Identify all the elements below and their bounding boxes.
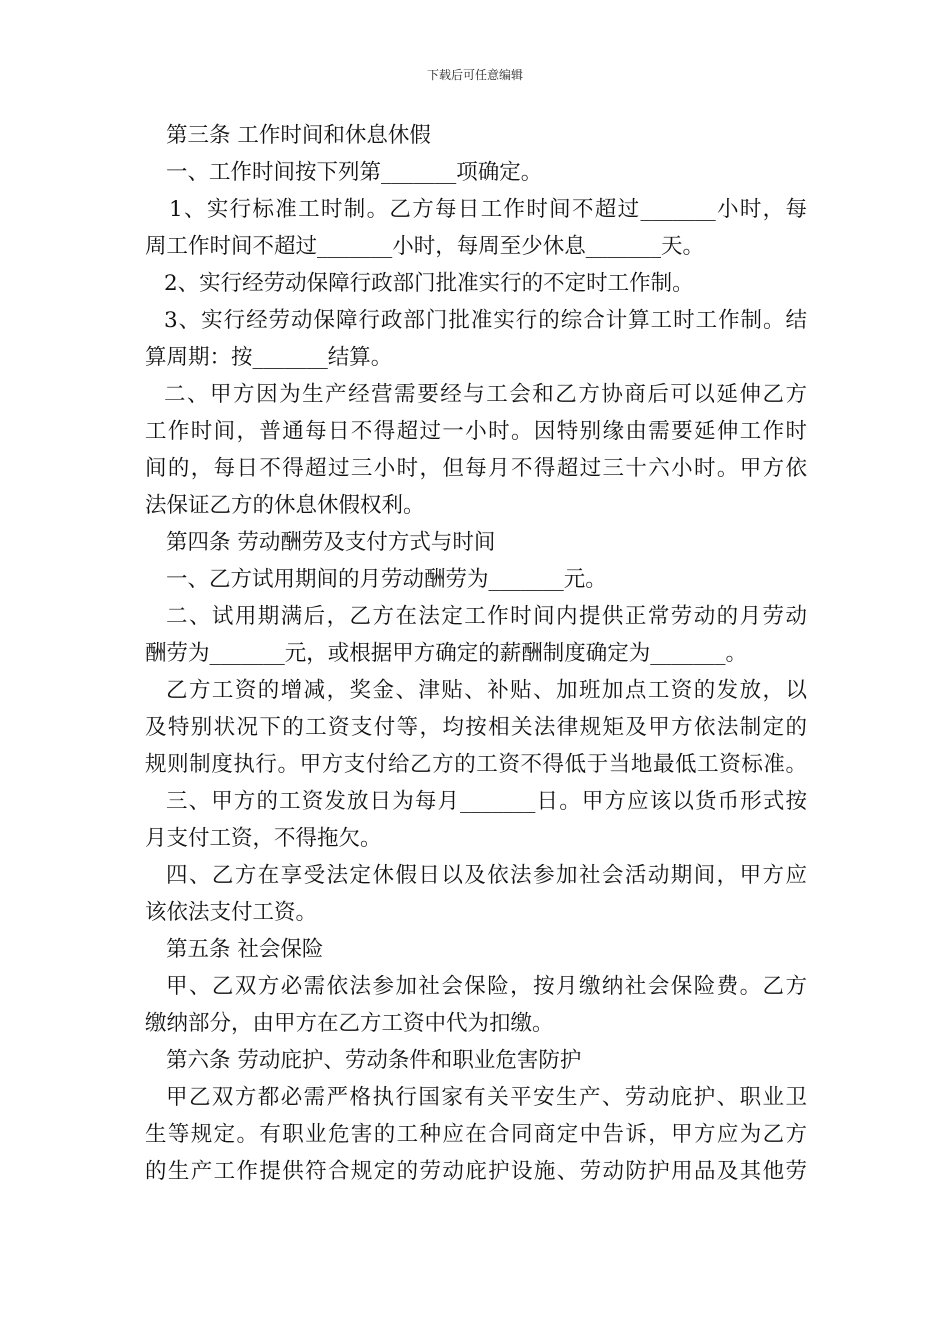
paragraph-line: 算周期：按_______结算。 xyxy=(145,345,393,370)
paragraph-line: 2、实行经劳动保障行政部门批准实行的不定时工作制。 xyxy=(164,271,694,296)
paragraph-line: 及特别状况下的工资支付等，均按相关法律规矩及甲方依法制定的 xyxy=(145,715,807,740)
paragraph-line: 1、实行标准工时制。乙方每日工作时间不超过_______小时，每 xyxy=(169,197,807,222)
paragraph-line: 月支付工资，不得拖欠。 xyxy=(145,826,382,851)
paragraph-line: 一、乙方试用期间的月劳动酬劳为_______元。 xyxy=(166,567,607,592)
paragraph-line: 乙方工资的增减，奖金、津贴、补贴、加班加点工资的发放，以 xyxy=(166,678,807,703)
paragraph-line: 二、试用期满后，乙方在法定工作时间内提供正常劳动的月劳动 xyxy=(166,604,807,629)
paragraph-line: 生等规定。有职业危害的工种应在合同商定中告诉，甲方应为乙方 xyxy=(145,1122,807,1147)
paragraph-line: 周工作时间不超过_______小时，每周至少休息_______天。 xyxy=(145,234,705,259)
article-3-heading: 第三条 工作时间和休息休假 xyxy=(166,123,431,148)
paragraph-line: 三、甲方的工资发放日为每月_______日。甲方应该以货币形式按 xyxy=(166,789,807,814)
article-4-heading: 第四条 劳动酬劳及支付方式与时间 xyxy=(166,530,496,555)
page-header: 下载后可任意编辑 xyxy=(426,68,523,82)
paragraph-line: 工作时间，普通每日不得超过一小时。因特别缘由需要延伸工作时 xyxy=(145,419,807,444)
paragraph-line: 四、乙方在享受法定休假日以及依法参加社会活动期间，甲方应 xyxy=(166,863,807,888)
paragraph-line: 甲乙双方都必需严格执行国家有关平安生产、劳动庇护、职业卫 xyxy=(166,1085,807,1110)
document-body xyxy=(145,117,807,1190)
paragraph-line: 甲、乙双方必需依法参加社会保险，按月缴纳社会保险费。乙方 xyxy=(166,974,807,999)
article-6-heading: 第六条 劳动庇护、劳动条件和职业危害防护 xyxy=(166,1048,582,1073)
paragraph-line: 二、甲方因为生产经营需要经与工会和乙方协商后可以延伸乙方 xyxy=(164,382,807,407)
paragraph-line: 规则制度执行。甲方支付给乙方的工资不得低于当地最低工资标准。 xyxy=(145,752,807,777)
paragraph-line: 一、工作时间按下列第_______项确定。 xyxy=(166,160,543,185)
paragraph-line: 3、实行经劳动保障行政部门批准实行的综合计算工时工作制。结 xyxy=(164,308,807,333)
paragraph-line: 法保证乙方的休息休假权利。 xyxy=(145,493,425,518)
paragraph-line: 缴纳部分，由甲方在乙方工资中代为扣缴。 xyxy=(145,1011,554,1036)
paragraph-line: 该依法支付工资。 xyxy=(145,900,318,925)
paragraph-line: 酬劳为_______元，或根据甲方确定的薪酬制度确定为_______。 xyxy=(145,641,748,666)
article-5-heading: 第五条 社会保险 xyxy=(166,937,324,962)
paragraph-line: 的生产工作提供符合规定的劳动庇护设施、劳动防护用品及其他劳 xyxy=(145,1159,807,1184)
paragraph-line: 间的，每日不得超过三小时，但每月不得超过三十六小时。甲方依 xyxy=(145,456,807,481)
